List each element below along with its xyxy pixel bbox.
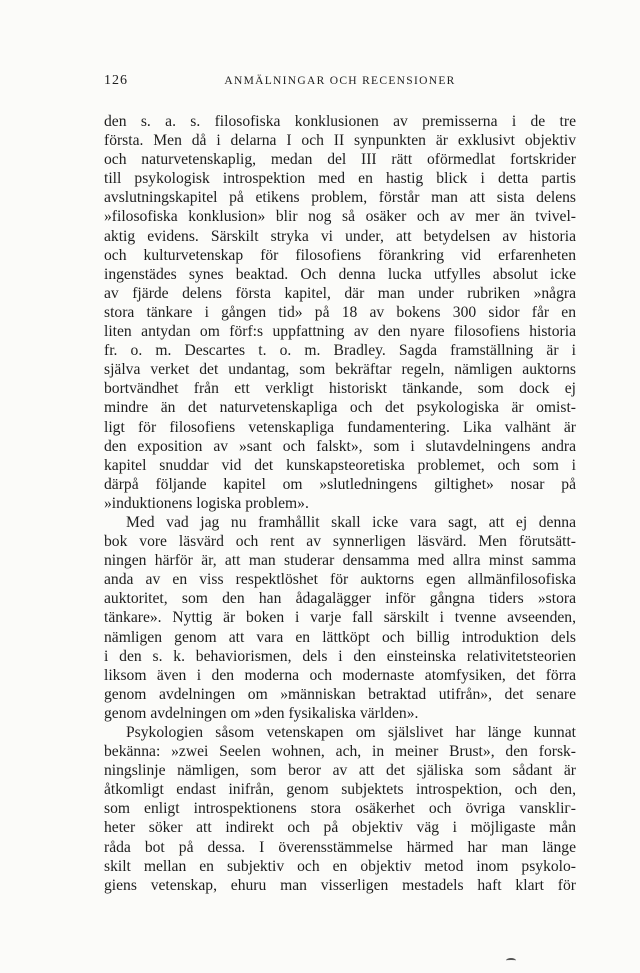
paragraph-3: [104, 723, 576, 895]
paragraph-1: [104, 112, 576, 513]
text-line: själva verket det undantag, som bekräftar regeln, nämligen auktorns: [104, 361, 576, 379]
text-line: av fjärde delens första kapitel, där man under rubriken »några: [104, 284, 576, 302]
text-line: fr. o. m. Descartes t. o. m. Bradley. Sagda framställning är i: [104, 342, 576, 360]
text-line: Psykologien såsom vetenskapen om själslivet har länge kunnat: [126, 724, 576, 741]
text-line: ningslinje nämligen, som beror av att det själiska som sådant är: [104, 762, 576, 780]
text-line: bok vore läsvärd och rent av synnerligen läsvärd. Men förutsätt-: [104, 533, 576, 551]
page-number: 126: [104, 73, 128, 88]
text-line: bortvändhet från ett verkligt historiskt tänkande, som dock ej: [104, 380, 576, 398]
paragraph-2: [104, 513, 576, 723]
text-line: kapitel snuddar vid det kunskapsteoretiska problemet, och som i: [104, 456, 576, 474]
text-line: ligt för filosofiens vetenskapliga fundamentering. Lika valhänt är: [104, 418, 576, 436]
text-line: »induktionens logiska problem».: [104, 494, 309, 512]
text-line: giens vetenskap, ehuru man visserligen mestadels haft klart för: [104, 876, 576, 894]
text-line: Med vad jag nu framhållit skall icke vara sagt, att ej denna: [126, 513, 576, 531]
text-line: nämligen genom att vara en lättköpt och billig introduktion dels: [104, 628, 576, 646]
page-mark: [506, 958, 516, 963]
text-line: »filosofiska konklusion» blir nog så osäker och av mer än tvivel-: [104, 208, 576, 226]
text-line: heter söker att indirekt och på objektiv väg i möjligaste mån: [104, 819, 576, 837]
text-line: och naturvetenskaplig, medan del III rätt oförmedlat fortskrider: [104, 151, 576, 169]
text-line: auktoritet, som den han ådagalägger inför gångna tiders »stora: [104, 590, 576, 608]
text-line: den exposition av »sant och falskt», som i slutavdelningens andra: [104, 437, 576, 455]
page-header: [104, 73, 576, 93]
text-line: ningen härför är, att man studerar densamma med allra minst samma: [104, 552, 576, 570]
text-line: stora tänkare i gången tid» på 18 av bokens 300 sidor får en: [104, 303, 576, 321]
text-line: ingenstädes synes beaktad. Och denna lucka utfylles absolut icke: [104, 265, 576, 283]
text-line: liksom även i den moderna och modernaste atomfysiken, det förra: [104, 666, 576, 684]
text-line: därpå följande kapitel om »slutledningens giltighet» nosar på: [104, 475, 576, 493]
text-line: i den s. k. behaviorismen, dels i den einsteinska relativitetsteorien: [104, 647, 576, 665]
text-line: skilt mellan en subjektiv och en objektiv metod inom psykolo-: [104, 857, 576, 875]
text-line: råda bot på dessa. I överensstämmelse härmed har man länge: [104, 838, 576, 856]
text-line: mindre än det naturvetenskapliga och det psykologiska är omist-: [104, 399, 576, 417]
text-line: tänkare». Nyttig är boken i varje fall särskilt i tvenne avseenden,: [104, 609, 576, 627]
text-line: åtkomligt endast inifrån, genom subjektets introspektion, och den,: [104, 781, 576, 799]
text-line: liten antydan om förf:s uppfattning av den nyare filosofiens historia: [104, 323, 576, 341]
text-line: till psykologisk introspektion med en hastig blick i detta partis: [104, 170, 576, 188]
text-line: genom avdelningen om »människan betraktad utifrån», det senare: [104, 685, 576, 703]
text-line: och kulturvetenskap för filosofiens förankring vid erfarenheten: [104, 246, 576, 264]
text-line: som enligt introspektionens stora osäkerhet och övriga vanskliг-: [104, 800, 576, 818]
text-line: den s. a. s. filosofiska konklusionen av premisserna i de tre: [104, 113, 576, 130]
text-line: aktig evidens. Särskilt stryka vi under, att betydelsen av historia: [104, 227, 576, 245]
text-line: bekänna: »zwei Seelen wohnen, ach, in meiner Brust», den forsk-: [104, 743, 576, 761]
text-line: första. Men då i delarna I och II synpunkten är exklusivt objektiv: [104, 132, 576, 150]
text-line: genom avdelningen om »den fysikaliska världen».: [104, 704, 419, 722]
running-head: ANMÄLNINGAR OCH RECENSIONER: [224, 75, 456, 87]
text-line: avslutningskapitel på etikens problem, förstår man att sista delens: [104, 189, 576, 207]
text-line: anda av en viss respektlöshet för auktorns egen allmänfilosofiska: [104, 571, 576, 589]
body-text: [104, 112, 576, 895]
